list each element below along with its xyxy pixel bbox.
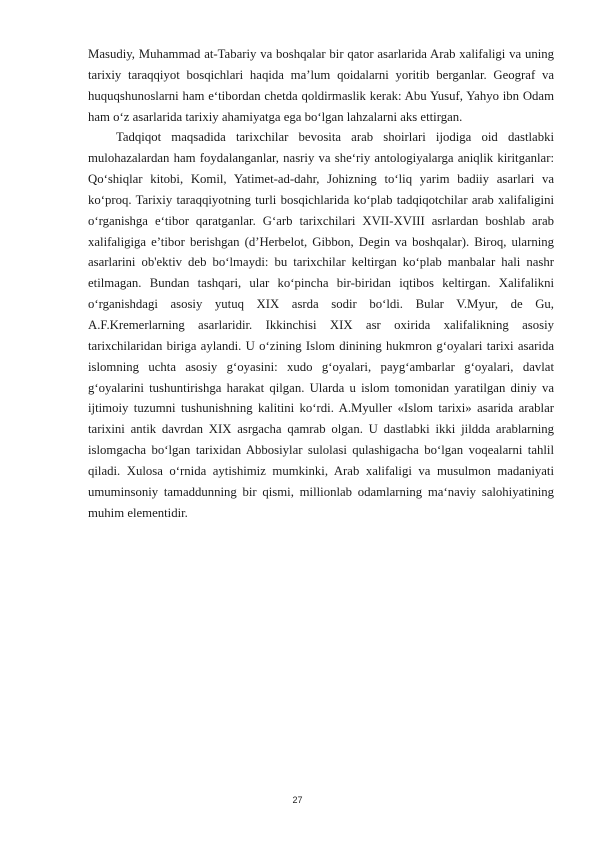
paragraph-continuation: Masudiy, Muhammad at-Tabariy va boshqalar bir qator asarlarida Arab xalifaligi va uning tarixiy taraqqiyot bosqichlari haqida ma’lum qoidalarni yoritib berganlar. Geograf va huquqshunoslarni ham e‘tibordan chetda qoldirmaslik kerak: Abu Yusuf, Yahyo ibn Odam ham o‘z asarlarida tarixiy ahamiyatga ega bo‘lgan lahzalarni aks ettirgan. [88,47,554,124]
body-text [88,44,554,523]
page-number: 27 [292,795,303,805]
paragraph-research: Tadqiqot maqsadida tarixchilar bevosita arab shoirlari ijodiga oid dastlabki mulohazalardan ham foydalanganlar, nasriy va she‘riy antologiyalarga aniqlik kiritganlar: Qo‘shiqlar kitobi, Komil, Yatimet-ad-dahr, Johizning to‘liq yarim badiiy asarlari va ko‘proq. Tarixiy taraqqiyotning turli bosqichlarida ko‘plab tadqiqotchilar arab xalifaligini o‘rganishga e‘tibor qaratganlar. G‘arb tarixchilari XVII-XVIII asrlardan boshlab arab xalifaligiga e’tibor berishgan (d’Herbelot, Gibbon, Degin va boshqalar). Biroq, ularning asarlarini ob'ektiv deb bo‘lmaydi: bu tarixchilar keltirgan ko‘plab manbalar hali nashr etilmagan. Bundan tashqari, ular ko‘pincha bir-biridan iqtibos keltirgan. Xalifalikni o‘rganishdagi asosiy yutuq XIX asrda sodir bo‘ldi. Bular V.Myur, de Gu, A.F.Kremerlarning asarlaridir. Ikkinchisi XIX asr oxirida xalifalikning asosiy tarixchilaridan biriga aylandi. U o‘zining Islom dinining hukmron g‘oyalari tarixi asarida islomning uchta asosiy g‘oyasini: xudo g‘oyalari, payg‘ambarlar g‘oyalari, davlat g‘oyalarini tushuntirishga harakat qilgan. Ularda u islom tomonidan yaratilgan diniy va ijtimoiy tuzumni tushunishning kalitini ko‘rdi. A.Myuller «Islom tarixi» asarida arablar tarixini antik davrdan XIX asrgacha qamrab olgan. U dastlabki ikki jildda arablarning islomgacha bo‘lgan tarixidan Abbosiylar sulolasi qulashigacha bo‘lgan voqealarni tahlil qiladi. Xulosa o‘rnida aytishimiz mumkinki, Arab xalifaligi va musulmon madaniyati umuminsoniy tamaddunning bir qismi, millionlab odamlarning ma‘naviy salohiyatining muhim elementidir. [88,130,554,520]
